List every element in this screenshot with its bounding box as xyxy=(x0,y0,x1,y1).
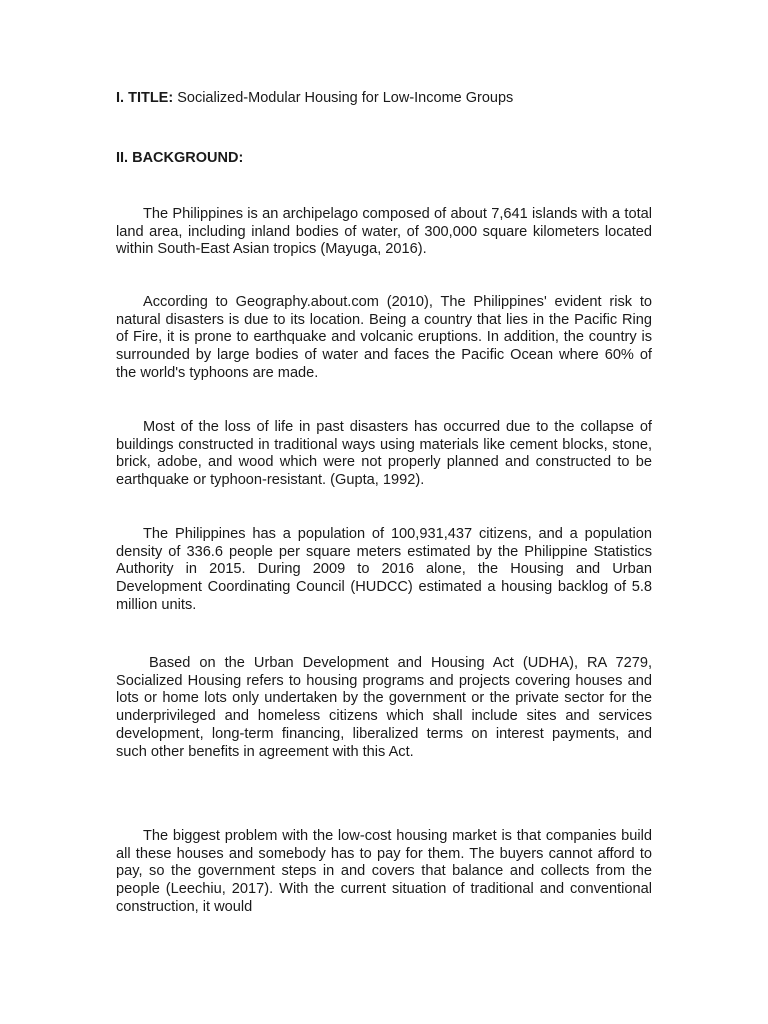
paragraph-building-collapse: Most of the loss of life in past disasters has occurred due to the collapse of buildings constructed in traditional ways using materials like cement blocks, stone, brick, adobe, and wood which were not properly planned and constructed to be earthquake or typhoon-resistant. (Gupta, 1992). xyxy=(116,419,652,489)
paragraph-population: The Philippines has a population of 100,931,437 citizens, and a population density of 336.6 people per square meters estimated by the Philippine Statistics Authority in 2015. During 2009 to 2016 alone, the Housing and Urban Development Coordinating Council (HUDCC) estimated a housing backlog of 5.8 million units. xyxy=(116,526,652,613)
title-label: I. TITLE: xyxy=(116,90,174,106)
section-heading-background: II. BACKGROUND: xyxy=(116,150,244,166)
paragraph-housing-market: The biggest problem with the low-cost housing market is that companies build all these houses and somebody has to pay for them. The buyers cannot afford to pay, so the government steps in and covers that balance and collects from the people (Leechiu, 2017). With the current situation of traditional and conventional construction, it would xyxy=(116,828,652,915)
title-text: Socialized-Modular Housing for Low-Income Groups xyxy=(173,90,514,106)
paragraph-archipelago: The Philippines is an archipelago composed of about 7,641 islands with a total land area, including inland bodies of water, of 300,000 square kilometers located within South-East Asian tropics (Mayuga, 2016). xyxy=(116,206,652,258)
document-title xyxy=(116,88,656,108)
paragraph-disaster-risk: According to Geography.about.com (2010), The Philippines' evident risk to natural disasters is due to its location. Being a country that lies in the Pacific Ring of Fire, it is prone to earthquake and volcanic eruptions. In addition, the country is surrounded by large bodies of water and faces the Pacific Ocean where 60% of the world's typhoons are made. xyxy=(116,294,652,381)
paragraph-udha-definition: Based on the Urban Development and Housing Act (UDHA), RA 7279, Socialized Housing refers to housing programs and projects covering houses and lots or home lots only undertaken by the government or the private sector for the underprivileged and homeless citizens which shall include sites and services development, long-term financing, liberalized terms on interest payments, and such other benefits in agreement with this Act. xyxy=(116,655,652,760)
